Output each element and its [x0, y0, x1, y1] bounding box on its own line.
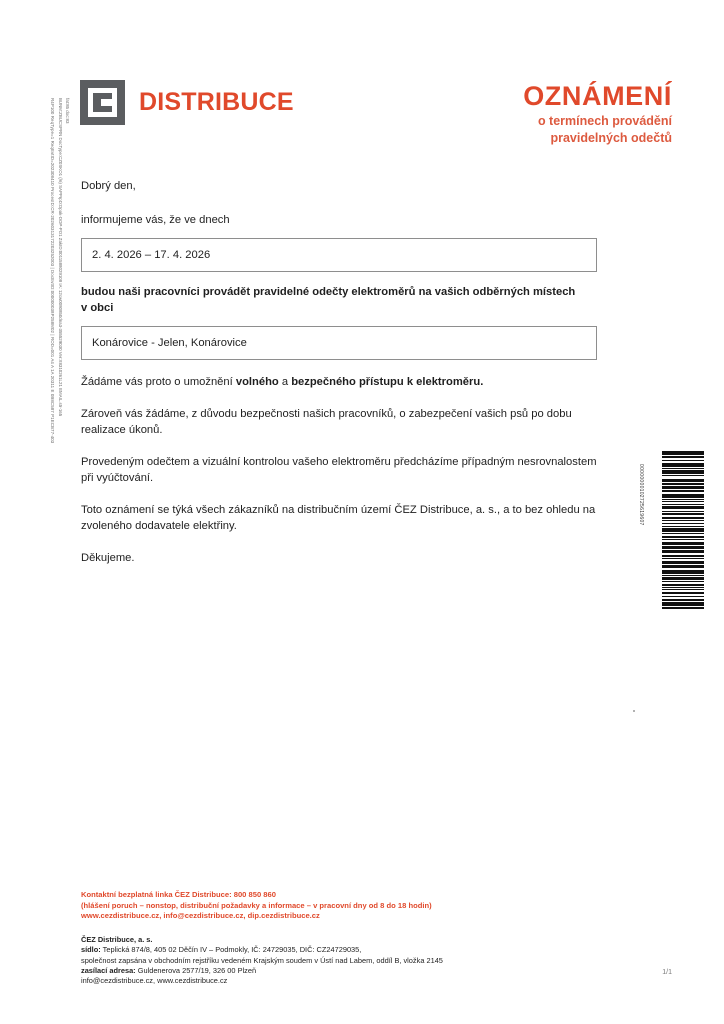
scope-paragraph: Toto oznámení se týká všech zákazníků na distribučním území ČEZ Distribuce, a. s., a to bez ohledu na zvoleného dodavatele elektřiny.	[81, 504, 596, 532]
dog-safety-paragraph: Zároveň vás žádáme, z důvodu bezpečnosti našich pracovníků, o zabezpečení vašich psů po dobu realizace úkonů.	[81, 408, 572, 436]
thanks-text: Děkujeme.	[81, 552, 135, 564]
cez-logo-mark-icon	[80, 80, 125, 125]
document-title-block	[523, 82, 672, 146]
document-footer	[81, 890, 641, 987]
footer-web-links[interactable]: www.cezdistribuce.cz, info@cezdistribuce.cz, dip.cezdistribuce.cz	[81, 911, 320, 921]
cez-distribuce-logo	[80, 80, 294, 125]
footer-hotline: Kontaktní bezplatná linka ČEZ Distribuce: 800 850 860	[81, 890, 276, 899]
barcode-bars	[662, 450, 704, 610]
reading-announcement-line-2: v obci	[81, 302, 114, 314]
municipality-field	[81, 326, 597, 360]
page-title: OZNÁMENÍ	[523, 81, 672, 111]
barcode-bar	[662, 607, 704, 609]
footer-mail-line	[81, 966, 641, 976]
footer-mail-label: zasílací adresa:	[81, 966, 136, 975]
logo-wordmark: DISTRIBUCE	[139, 88, 294, 116]
access-request-mid: a	[278, 376, 292, 388]
footer-contact-line[interactable]: info@cezdistribuce.cz, www.cezdistribuce.cz	[81, 976, 228, 986]
barcode-block	[638, 450, 704, 610]
reading-announcement-line-1: budou naši pracovníci provádět pravidelné odečty elektroměrů na vašich odběrných místech	[81, 286, 576, 298]
side-print-line-3: fat:85 doc:83	[65, 98, 70, 124]
footer-mail-value: Guldenerova 2577/19, 326 00 Plzeň	[135, 966, 257, 975]
side-print-line-1: R4P100 ReqType=1 ReqEvtID=202308410 ProcesID:CR-20260313172203252003 | DocEvtID:000000038P258M02 | ROD=001 A4 A 1A 20311 E 0B8C587 P1ECB77-403	[50, 98, 55, 444]
document-header	[80, 80, 672, 156]
access-request-paragraph	[81, 374, 597, 390]
reading-benefit-paragraph: Provedeným odečtem a vizuální kontrolou vašeho elektroměru předcházíme případným nesrovnalostem při vyúčtování.	[81, 456, 597, 484]
footer-registry-line: společnost zapsána v obchodním rejstříku vedeném Krajským soudem v Ústí nad Labem, oddíl B, vložka 2145	[81, 955, 443, 965]
footer-contact-block	[81, 890, 641, 922]
access-request-prefix: Žádáme vás proto o umožnění	[81, 376, 236, 388]
stray-mark	[633, 710, 635, 712]
page-subtitle-line-1: o termínech provádění	[537, 114, 672, 129]
side-print-line-2: BUNM:ZBUCSPRN DocType:CZ0SKO1 (/6) SAPPrpD:Dpak-DOP-PO1 ZakID:0011588029108 IA: 12cw0080850dna3-355529030 Ver:X8310261L21 EMAIL.str-165	[58, 98, 63, 417]
page-number: 1/1	[662, 969, 672, 976]
footer-legal-block	[81, 935, 641, 987]
footer-company-name: ČEZ Distribuce, a. s.	[81, 934, 153, 944]
document-body	[81, 178, 597, 566]
date-range-field	[81, 238, 597, 272]
footer-seat-value: Teplická 874/8, 405 02 Děčín IV – Podmokly, IČ: 24729035, DIČ: CZ24729035,	[100, 945, 362, 955]
page-subtitle	[523, 113, 672, 146]
page-subtitle-line-2: pravidelných odečtů	[550, 130, 672, 145]
greeting-text: Dobrý den,	[81, 180, 136, 192]
date-range-value: 2. 4. 2026 – 17. 4. 2026	[92, 249, 211, 261]
footer-seat-line	[81, 945, 641, 955]
municipality-value: Konárovice - Jelen, Konárovice	[92, 337, 247, 349]
access-request-bold-1: volného	[235, 376, 279, 388]
access-request-bold-2: bezpečného přístupu k elektroměru.	[291, 376, 484, 388]
intro-text: informujeme vás, že ve dnech	[81, 214, 230, 226]
barcode-number: 00000000102725619607	[638, 464, 644, 526]
footer-seat-label: sídlo:	[81, 945, 101, 955]
footer-hotline-hours: (hlášení poruch – nonstop, distribuční požadavky a informace – v pracovní dny od 8 do 18 hodin)	[81, 900, 432, 910]
